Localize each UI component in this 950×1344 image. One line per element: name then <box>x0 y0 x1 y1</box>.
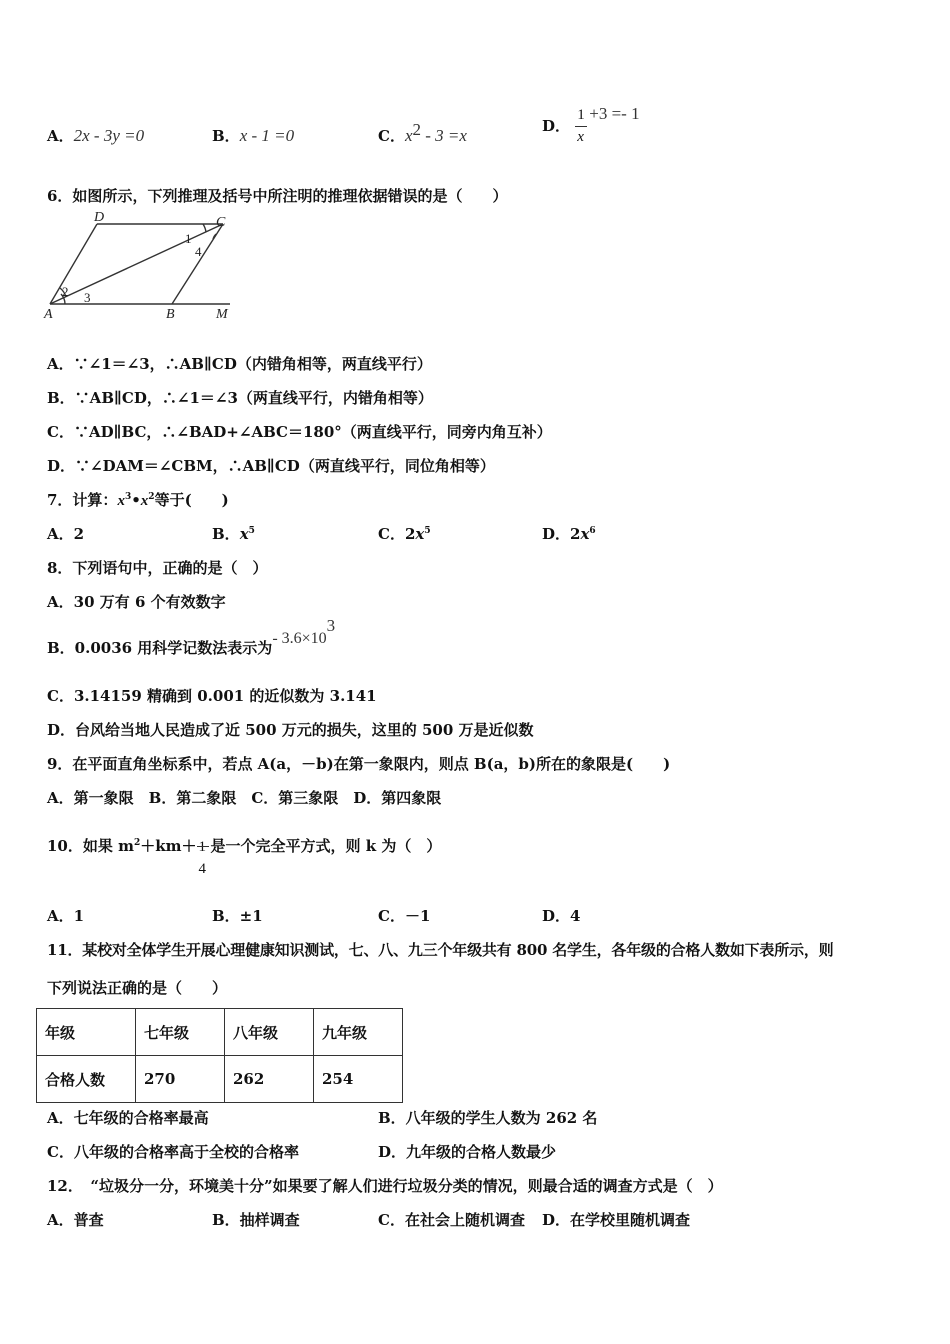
q10-option-d: D．4 <box>542 907 581 925</box>
q8-option-b: B．0.0036 用科学记数法表示为- $3.6\times 10^3$ <box>47 616 336 657</box>
angle-4-label: 4 <box>195 244 202 259</box>
table-cell: 262 <box>225 1056 314 1103</box>
q6-option-a: A．∵∠1＝∠3，∴AB∥CD（内错角相等，两直线平行） <box>47 355 432 373</box>
q8-option-c: C．3.14159 精确到 0.001 的近似数为 3.141 <box>47 687 377 705</box>
q10-option-c: C．－1 <box>378 907 431 925</box>
figure-label-m: M <box>216 307 228 322</box>
table-row <box>37 1056 403 1103</box>
q5-option-a: A．2x - 3y =0 <box>47 126 145 145</box>
q7-stem: 7．计算：$x^3•x^2$等于( ) <box>47 491 229 509</box>
q8-option-d: D．台风给当地人民造成了近 500 万元的损失，这里的 500 万是近似数 <box>47 721 534 739</box>
table-header-cell: 年级 <box>37 1009 136 1056</box>
q6-figure <box>40 212 240 324</box>
table-cell: 254 <box>314 1056 403 1103</box>
q11-option-a: A．七年级的合格率最高 <box>47 1109 209 1127</box>
table-header-cell: 八年级 <box>225 1009 314 1056</box>
q11-option-d: D．九年级的合格人数最少 <box>378 1143 557 1161</box>
angle-2-label: 2 <box>62 284 69 299</box>
q7-option-b: B．$x^5$ <box>212 525 255 543</box>
angle-1-label: 1 <box>185 231 192 246</box>
q6-option-d: D．∵∠DAM＝∠CBM，∴AB∥CD（两直线平行，同位角相等） <box>47 457 495 475</box>
q5-option-b: B．x - 1 =0 <box>212 126 295 145</box>
q12-option-a: A．普查 <box>47 1211 104 1229</box>
q6-option-c: C．∵AD∥BC，∴∠BAD+∠ABC＝180°（两直线平行，同旁内角互补） <box>47 423 552 441</box>
table-cell: 270 <box>136 1056 225 1103</box>
q10-fraction: 1 4 <box>197 825 211 869</box>
figure-label-c: C <box>216 215 226 230</box>
figure-label-b: B <box>166 307 175 322</box>
q12-option-d: D．在学校里随机调查 <box>542 1211 691 1229</box>
grade-table <box>36 1008 403 1103</box>
q5-d-fraction: $\frac{1}{x}$ <box>575 105 589 149</box>
q6-option-b: B．∵AB∥CD，∴∠1＝∠3（两直线平行，内错角相等） <box>47 389 433 407</box>
q9-options: A．第一象限 B．第二象限 C．第三象限 D．第四象限 <box>47 789 442 807</box>
q10-option-a: A．1 <box>47 907 85 925</box>
q10-stem: 10．如果 $m^2+km+$ 1 4 是一个完全平方式，则 k 为（ ） <box>47 824 441 869</box>
q10-option-b: B．±1 <box>212 907 263 925</box>
q11-stem-line2: 下列说法正确的是（ ） <box>47 979 228 997</box>
q12-option-b: B．抽样调查 <box>212 1211 300 1229</box>
q11-stem-line1: 11．某校对全体学生开展心理健康知识测试，七、八、九三个年级共有 800 名学生，各年级的合格人数如下表所示，则 <box>47 941 834 959</box>
q6-stem: 6．如图所示，下列推理及括号中所注明的推理依据错误的是（ ） <box>47 187 508 205</box>
q7-option-c: C．$2x^5$ <box>378 525 431 543</box>
table-cell: 合格人数 <box>37 1056 136 1103</box>
q12-stem: 12． “垃圾分一分，环境美十分”如果要了解人们进行垃圾分类的情况，则最合适的调查方式是（ ） <box>47 1177 723 1195</box>
figure-label-d: D <box>94 212 105 225</box>
q9-stem: 9．在平面直角坐标系中，若点 A(a，－b)在第一象限内，则点 B(a，b)所在的象限是( ) <box>47 755 671 773</box>
table-header-cell: 七年级 <box>136 1009 225 1056</box>
angle-3-label: 3 <box>84 290 91 305</box>
q5-option-d: D． $\frac{1}{x}$ +3 =- 1 <box>542 104 640 149</box>
q7-option-d: D．$2x^6$ <box>542 525 596 543</box>
q8-option-a: A．30 万有 6 个有效数字 <box>47 593 226 611</box>
table-header-cell: 九年级 <box>314 1009 403 1056</box>
table-header-row <box>37 1009 403 1056</box>
q5-option-c: C．$x^2 - 3 =x$ <box>378 120 467 145</box>
q11-option-c: C．八年级的合格率高于全校的合格率 <box>47 1143 299 1161</box>
q12-option-c: C．在社会上随机调查 <box>378 1211 525 1229</box>
q7-option-a: A．2 <box>47 525 85 543</box>
q11-option-b: B．八年级的学生人数为 262 名 <box>378 1109 598 1127</box>
figure-label-a: A <box>44 307 53 322</box>
q8-stem: 8．下列语句中，正确的是（ ） <box>47 559 268 577</box>
